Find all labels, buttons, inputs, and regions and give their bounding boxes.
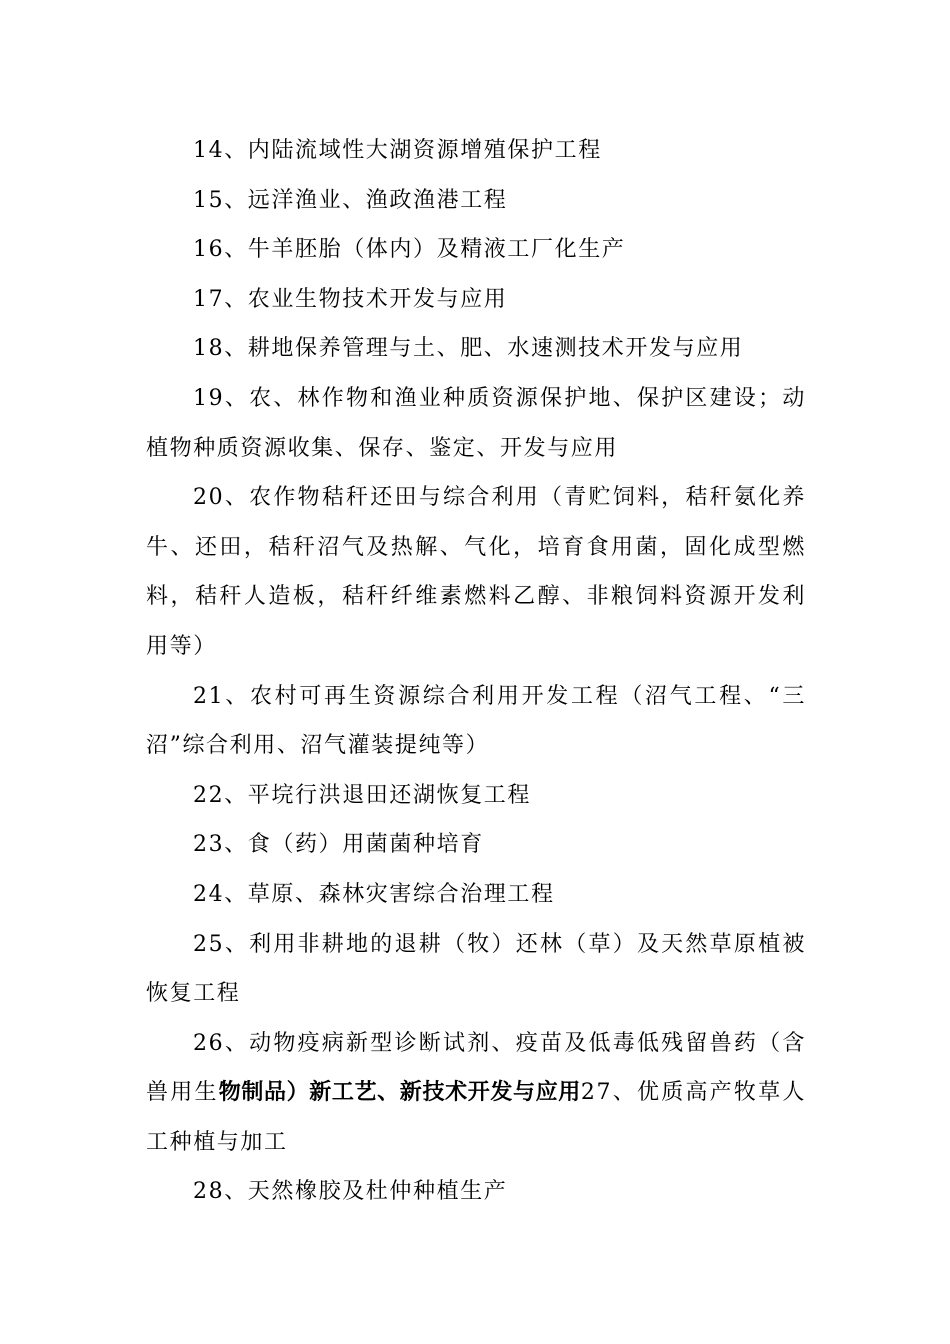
list-item-28: 28、天然橡胶及杜仲种植生产 xyxy=(193,1179,508,1205)
list-item-17: 17、农业生物技术开发与应用 xyxy=(193,286,508,312)
list-item-18: 18、耕地保养管理与土、肥、水速测技术开发与应用 xyxy=(193,336,744,362)
list-item-19: 19、农、林作物和渔业种质资源保护地、保护区建设；动植物种质资源收集、保存、鉴定、开发与应用 xyxy=(146,385,806,461)
item-26-lead-text: 26、动物疫病新型诊断试剂、疫苗及低毒低残留兽药（含兽用生 xyxy=(146,1030,806,1106)
list-item-20: 20、农作物秸秆还田与综合利用（青贮饲料，秸秆氨化养牛、还田，秸秆沼气及热解、气化，培育食用菌，固化成型燃料，秸秆人造板，秸秆纤维素燃料乙醇、非粮饲料资源开发利用等） xyxy=(146,485,806,659)
list-item-24: 24、草原、森林灾害综合治理工程 xyxy=(193,881,555,907)
item-27-text: 27、优质高产牧草人工种植与加工 xyxy=(146,1080,806,1155)
list-item-23: 23、食（药）用菌菌种培育 xyxy=(193,832,484,858)
list-item-21: 21、农村可再生资源综合利用开发工程（沼气工程、“三沼”综合利用、沼气灌装提纯等） xyxy=(146,683,806,759)
list-item-15: 15、远洋渔业、渔政渔港工程 xyxy=(193,187,508,213)
list-item-14: 14、内陆流域性大湖资源增殖保护工程 xyxy=(193,138,602,163)
list-item-16: 16、牛羊胚胎（体内）及精液工厂化生产 xyxy=(193,237,626,263)
item-26-bold-text: 物制品）新工艺、新技术开发与应用 xyxy=(218,1080,581,1106)
list-item-26-27 xyxy=(146,1019,806,1168)
list-item-22: 22、平垸行洪退田还湖恢复工程 xyxy=(193,782,531,808)
list-item-25: 25、利用非耕地的退耕（牧）还林（草）及天然草原植被恢复工程 xyxy=(146,931,806,1007)
document-body xyxy=(146,126,806,1217)
